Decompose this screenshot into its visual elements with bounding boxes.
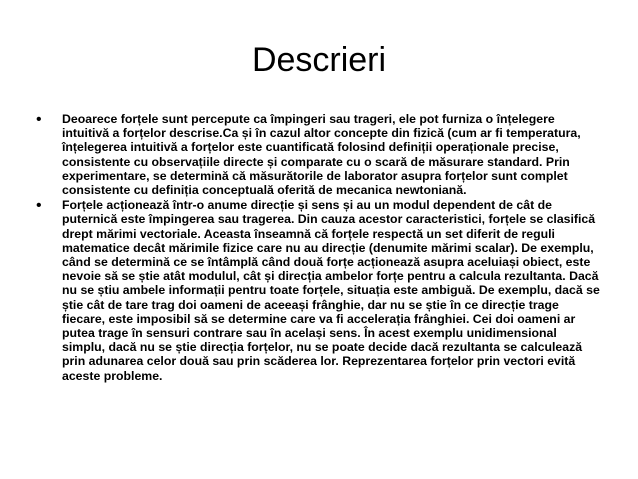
bullet-dot-icon: • [36,111,42,128]
bullet-item [0,112,638,197]
bullet-text: Forțele acționează într-o anume direcție și sens și au un modul dependent de cât de puternică este împingerea sau tragerea. Din cauza acestor caracteristici, forțele se clasifică drept mărimi vectoriale. Aceasta înseamnă că forțele respectă un set diferit de reguli matematice decât mărimile fizice care nu au direcție (denumite mărimi scalar). De exemplu, când se determină ce se întâmplă când două forțe acționează asupra aceluiași obiect, este nevoie să se știe atât modulul, cât și direcția ambelor forțe pentru a calcula rezultanta. Dacă nu se știu ambele informații pentru toate forțele, situația este ambiguă. De exemplu, dacă se știe cât de tare trag doi oameni de aceeași frânghie, dar nu se știe în ce direcție trage fiecare, este imposibil să se determine care va fi accelerația frânghiei. Cei doi oameni ar putea trage în sensuri contrare sau în același sens. În acest exemplu unidimensional simplu, dacă nu se știe direcția forțelor, nu se poate decide dacă rezultanta se calculează prin adunarea celor două sau prin scăderea lor. Reprezentarea forțelor prin vectori evită aceste probleme. [62,198,600,383]
bullet-list [0,112,638,383]
bullet-dot-icon: • [36,197,42,215]
slide-title: Descrieri [251,41,387,79]
bullet-item [0,198,638,383]
bullet-text: Deoarece forțele sunt percepute ca împingeri sau trageri, ele pot furniza o înțelegere intuitivă a forțelor descrise.Ca și în cazul altor concepte din fizică (cum ar fi temperatura, înțelegerea intuitivă a forțelor este cuantificată folosind definiții operaționale precise, consistente cu observațiile directe și comparate cu o scară de măsurare standard. Prin experimentare, se determină că măsurătorile de laborator asupra forțelor sunt complet consistente cu definiția conceptuală oferită de mecanica newtoniană. [62,112,581,198]
